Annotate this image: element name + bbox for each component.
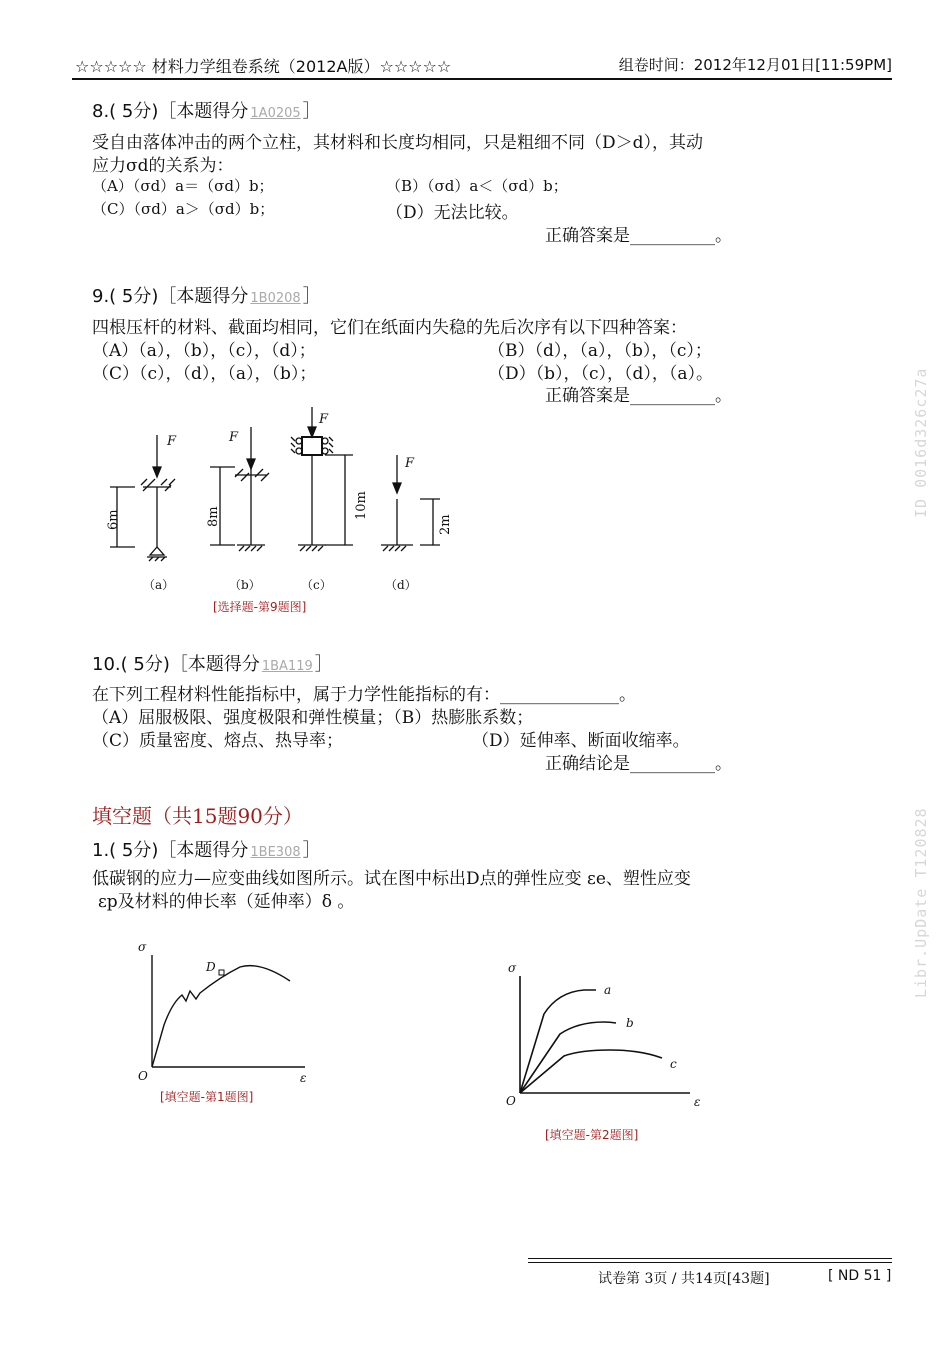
- q8-code: 1A0205: [250, 106, 301, 121]
- length-label-a: 6m: [106, 509, 121, 530]
- stress-strain-figure-2: [500, 958, 710, 1108]
- column-label-b: （b）: [229, 578, 261, 592]
- column-label-c: （c）: [301, 578, 332, 592]
- column-label-a: （a）: [143, 578, 175, 592]
- fig1-caption: [填空题-第1题图]: [160, 1090, 254, 1104]
- fig1-origin-label: O: [138, 1069, 148, 1083]
- column-label-d: （d）: [385, 578, 417, 592]
- force-label-b: F: [229, 430, 239, 445]
- q9-option-b: （B）（d），（a），（b），（c）；: [488, 341, 712, 361]
- q10-option-c: （C）质量密度、熔点、热导率；: [92, 731, 344, 751]
- fig2-epsilon-label: ε: [694, 1095, 701, 1108]
- length-label-d: 2m: [438, 514, 453, 535]
- q10-stem: 在下列工程材料性能指标中，属于力学性能指标的有：______________。: [92, 685, 636, 705]
- q10-header: 10.( 5分)［本题得分 1BA119 ］: [92, 654, 333, 675]
- header-time: 组卷时间：2012年12月01日[11:59PM]: [618, 56, 892, 74]
- footer-rule-top: [528, 1258, 892, 1259]
- q10-answer: 正确结论是__________。: [545, 754, 732, 774]
- fig2-sigma-label: σ: [508, 961, 517, 975]
- q9-option-c: （C）（c），（d），（a），（b）；: [92, 364, 317, 384]
- q9-option-d: （D）（b），（c），（d），（a）。: [488, 364, 714, 384]
- q9-stem: 四根压杆的材料、截面均相同，它们在纸面内失稳的先后次序有以下四种答案：: [92, 318, 687, 338]
- q9-code: 1B0208: [250, 291, 301, 306]
- fig2-caption: [填空题-第2题图]: [545, 1128, 639, 1142]
- f1-stem-line1: 低碳钢的应力—应变曲线如图所示。试在图中标出D点的弹性应变 εe、塑性应变: [92, 869, 691, 889]
- header-title: ☆☆☆☆☆ 材料力学组卷系统（2012A版）☆☆☆☆☆: [75, 57, 452, 76]
- fig2-curve-a-label: a: [604, 983, 612, 997]
- q9-header: 9.( 5分)［本题得分 1B0208 ］: [92, 286, 321, 307]
- update-watermark: Libr.UpDate T120828: [912, 807, 930, 998]
- q9-figure-caption: [选择题-第9题图]: [213, 600, 307, 614]
- force-label-d: F: [405, 456, 415, 471]
- q9-option-a: （A）（a），（b），（c），（d）；: [92, 341, 316, 361]
- stress-strain-figure-1: [130, 935, 320, 1085]
- q10-option-d: （D）延伸率、断面收缩率。: [472, 731, 690, 751]
- fig1-sigma-label: σ: [138, 940, 147, 954]
- q8-stem-line2: 应力σd的关系为：: [92, 156, 234, 176]
- fig2-origin-label: O: [506, 1094, 516, 1108]
- force-label-a: F: [167, 434, 177, 449]
- section-heading: 填空题（共15题90分）: [92, 804, 303, 828]
- fig1-epsilon-label: ε: [300, 1071, 307, 1085]
- q8-option-d: （D）无法比较。: [386, 203, 519, 223]
- q8-answer: 正确答案是__________。: [545, 226, 732, 246]
- length-label-c: 10m: [354, 491, 369, 520]
- fig2-curve-b-label: b: [626, 1016, 634, 1030]
- q8-stem-line1: 受自由落体冲击的两个立柱，其材料和长度均相同，只是粗细不同（D＞d），其动: [92, 133, 704, 153]
- length-label-b: 8m: [206, 506, 221, 527]
- q9-answer: 正确答案是__________。: [545, 386, 732, 406]
- header-rule: [72, 78, 892, 80]
- q8-option-b: （B）（σd）a＜（σd）b；: [386, 177, 568, 195]
- f1-code: 1BE308: [250, 845, 301, 860]
- footer-page: 试卷第 3页 / 共14页[43题]: [598, 1271, 770, 1287]
- q10-code: 1BA119: [261, 659, 313, 674]
- q10-option-a-b: （A）屈服极限、强度极限和弹性模量；（B）热膨胀系数；: [92, 708, 534, 728]
- fig1-point-d-label: D: [206, 960, 216, 974]
- fig2-curve-c-label: c: [670, 1057, 677, 1071]
- force-label-c: F: [319, 412, 329, 427]
- footer-code: [ ND 51 ]: [828, 1268, 892, 1284]
- q8-option-c: （C）（σd）a＞（σd）b；: [92, 200, 275, 218]
- f1-stem-line2: εp及材料的伸长率（延伸率）δ 。: [98, 892, 355, 912]
- f1-header: 1.( 5分)［本题得分 1BE308 ］: [92, 840, 321, 861]
- q9-column-figure: [95, 405, 475, 605]
- footer-rule-bottom: [528, 1262, 892, 1263]
- q8-option-a: （A）（σd）a＝（σd）b；: [92, 177, 274, 195]
- q8-header: 8.( 5分)［本题得分 1A0205 ］: [92, 101, 321, 122]
- id-watermark: ID 0016d326c27a: [912, 367, 930, 518]
